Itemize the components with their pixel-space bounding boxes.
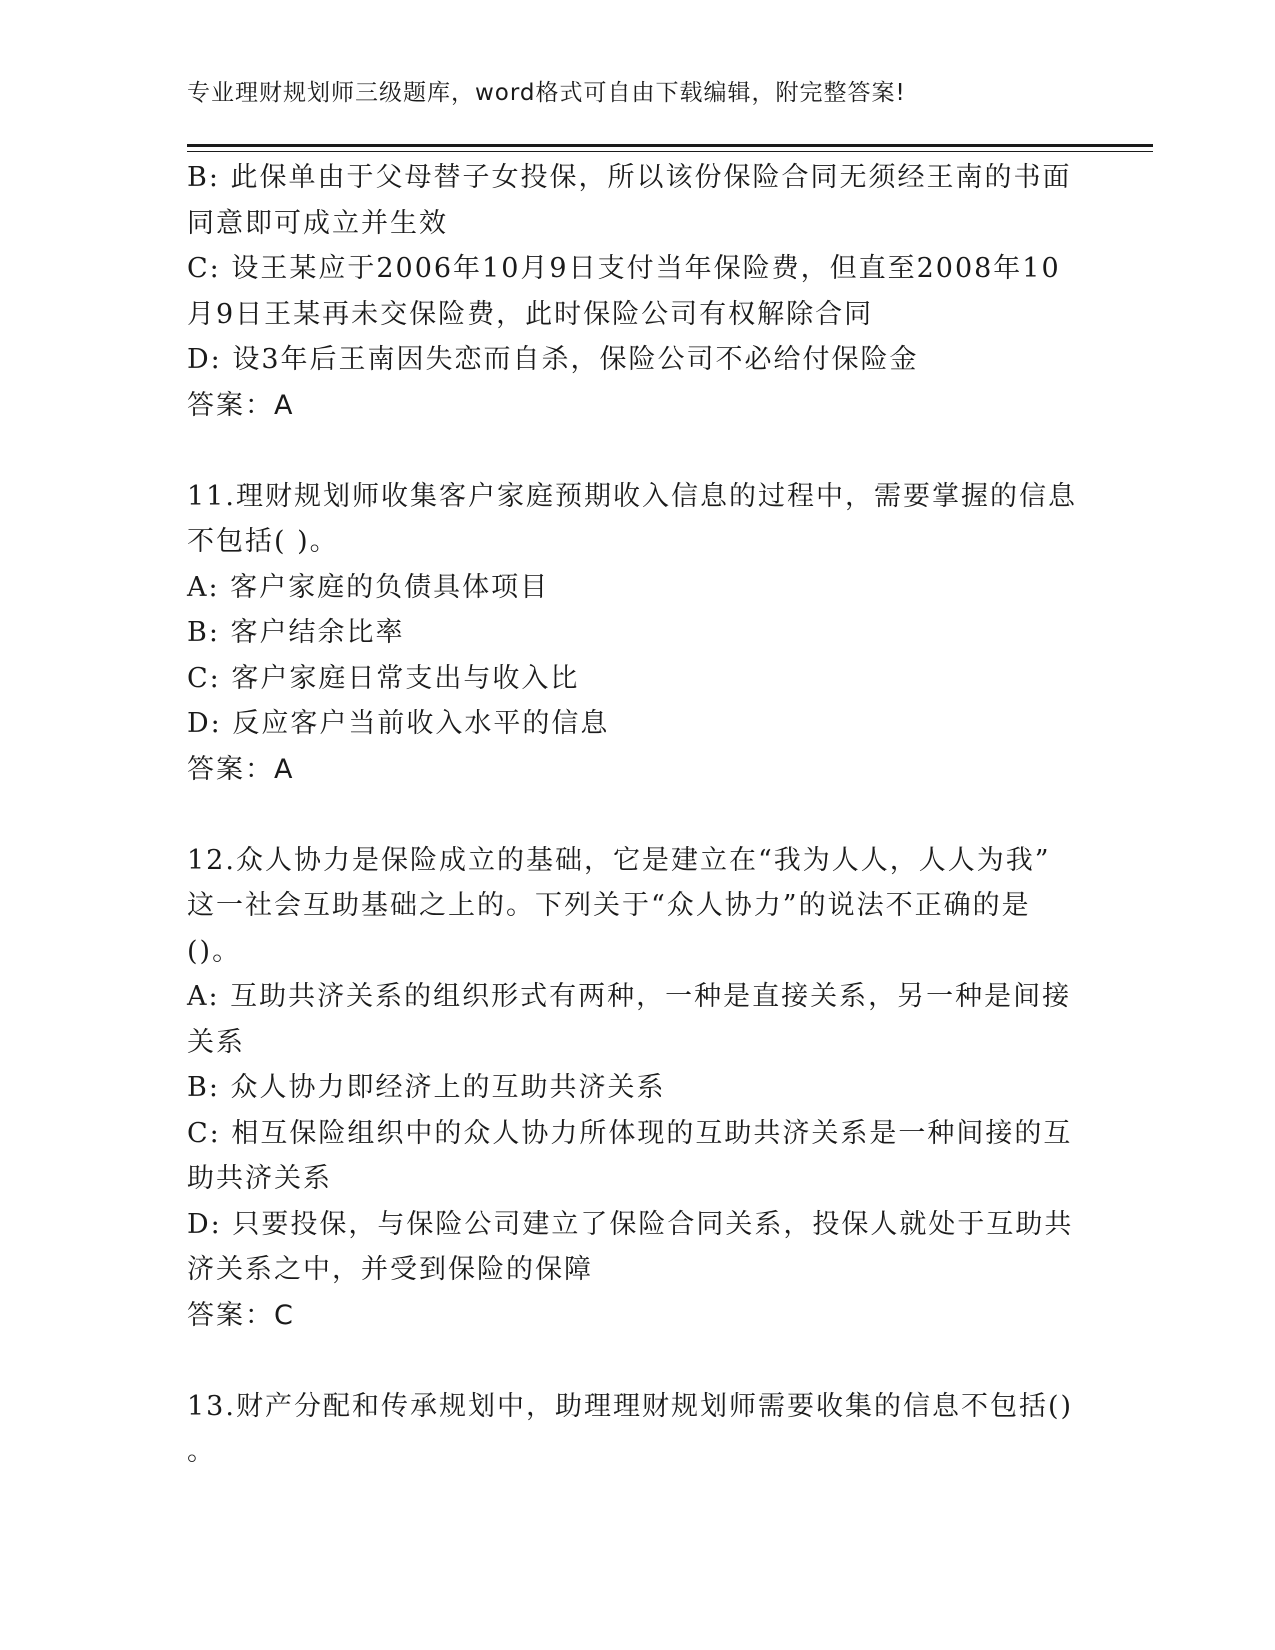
question-stem-continued: 这一社会互助基础之上的。下列关于“众人协力”的说法不正确的是 bbox=[187, 890, 1031, 921]
question-10-tail bbox=[187, 155, 1087, 428]
question-stem: 13.财产分配和传承规划中，助理理财规划师需要收集的信息不包括() bbox=[187, 1390, 1074, 1422]
option-c: C: 设王某应于2006年10月9日支付当年保险费，但直至2008年10 bbox=[187, 253, 1061, 284]
question-11 bbox=[187, 474, 1087, 793]
question-stem: 11.理财规划师收集客户家庭预期收入信息的过程中，需要掌握的信息 bbox=[187, 480, 1077, 512]
spacer bbox=[187, 1338, 1087, 1384]
question-stem-continued: 。 bbox=[187, 1436, 216, 1467]
document-header: 专业理财规划师三级题库，word格式可自由下载编辑，附完整答案! bbox=[187, 80, 906, 106]
answer-label: 答案：A bbox=[187, 389, 295, 421]
question-stem-continued: 不包括( )。 bbox=[187, 526, 339, 557]
option-d: D: 只要投保，与保险公司建立了保险合同关系，投保人就处于互助共 bbox=[187, 1208, 1074, 1240]
spacer bbox=[187, 792, 1087, 838]
option-a: A: 互助共济关系的组织形式有两种，一种是直接关系，另一种是间接 bbox=[187, 981, 1072, 1012]
answer-label: 答案：A bbox=[187, 753, 295, 785]
option-a: A: 客户家庭的负债具体项目 bbox=[187, 571, 550, 603]
question-13 bbox=[187, 1384, 1087, 1475]
option-c: C: 相互保险组织中的众人协力所体现的互助共济关系是一种间接的互 bbox=[187, 1117, 1073, 1149]
question-stem-continued: ()。 bbox=[187, 935, 242, 967]
option-b: B: 众人协力即经济上的互助共济关系 bbox=[187, 1072, 666, 1103]
question-content bbox=[187, 155, 1087, 1475]
answer-label: 答案：C bbox=[187, 1299, 295, 1331]
option-a-continued: 关系 bbox=[187, 1026, 245, 1058]
option-c-continued: 月9日王某再未交保险费，此时保险公司有权解除合同 bbox=[187, 298, 874, 330]
option-b: B: 客户结余比率 bbox=[187, 617, 405, 648]
header-divider-thick bbox=[187, 144, 1153, 147]
option-b-continued: 同意即可成立并生效 bbox=[187, 207, 448, 239]
option-d: D: 设3年后王南因失恋而自杀，保险公司不必给付保险金 bbox=[187, 344, 919, 375]
option-b: B: 此保单由于父母替子女投保，所以该份保险合同无须经王南的书面 bbox=[187, 162, 1072, 193]
question-12 bbox=[187, 838, 1087, 1339]
option-c-continued: 助共济关系 bbox=[187, 1163, 332, 1194]
option-d-continued: 济关系之中，并受到保险的保障 bbox=[187, 1254, 593, 1285]
option-c: C: 客户家庭日常支出与收入比 bbox=[187, 662, 580, 694]
option-d: D: 反应客户当前收入水平的信息 bbox=[187, 708, 610, 739]
spacer bbox=[187, 428, 1087, 474]
question-stem: 12.众人协力是保险成立的基础，它是建立在“我为人人，人人为我” bbox=[187, 844, 1051, 876]
header-divider-thin bbox=[187, 151, 1153, 152]
